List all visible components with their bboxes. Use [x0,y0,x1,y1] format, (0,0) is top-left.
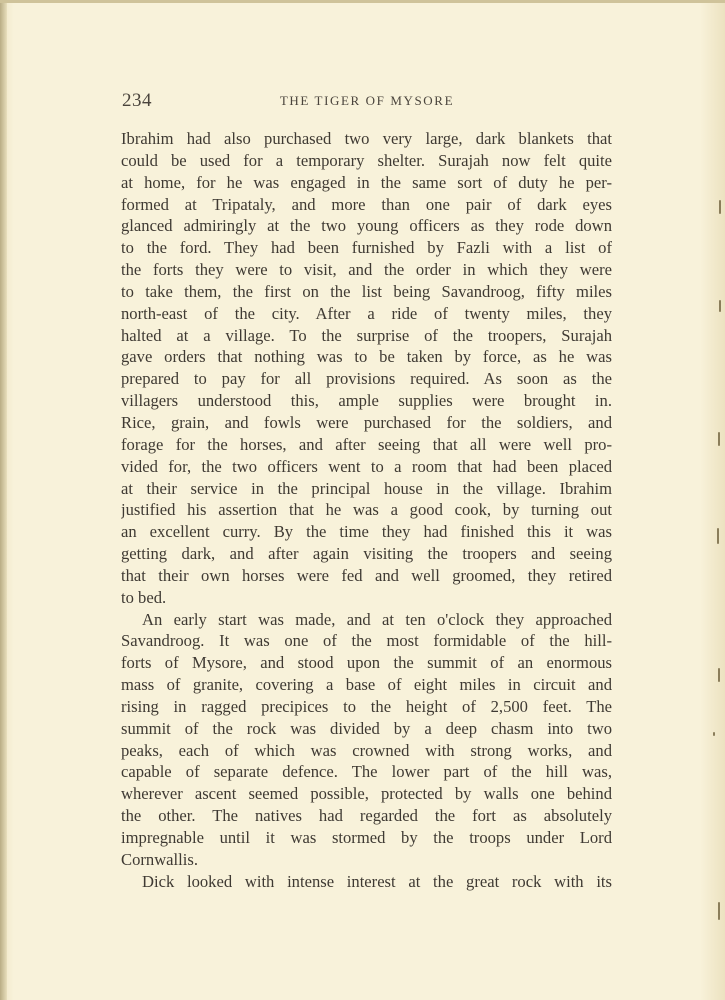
text-line: An early start was made, and at ten o'clock they approached [142,609,612,629]
text-line: an excellent curry. By the time they had finished this it was [121,522,612,542]
text-line: getting dark, and after again visiting the troopers and seeing [121,544,612,564]
text-line: vided for, the two officers went to a room that had been placed [121,456,612,476]
text-line: formed at Tripataly, and more than one pair of dark eyes [121,194,612,214]
text-line: the other. The natives had regarded the fort as absolutely [121,806,612,826]
body-text [121,128,612,893]
page-binding-edge [0,0,7,1000]
margin-speck [719,200,721,214]
running-title: THE TIGER OF MYSORE [279,93,455,108]
text-line: halted at a village. To the surprise of the troopers, Surajah [121,325,612,345]
margin-speck [718,668,720,682]
text-line: wherever ascent seemed possible, protected by walls one behind [121,784,612,804]
text-line: to take them, the first on the list being Savandroog, fifty miles [121,281,612,301]
text-line: impregnable until it was stormed by the troops under Lord [121,828,612,847]
margin-speck [719,300,721,312]
text-line: at their service in the principal house in the village. Ibrahim [121,478,612,498]
text-line: Savandroog. It was one of the most formidable of the hill- [121,631,612,651]
text-line: rising in ragged precipices to the height of 2,500 feet. The [121,696,612,716]
text-line: capable of separate defence. The lower part of the hill was, [121,762,612,782]
text-line: Dick looked with intense interest at the great rock with its [142,871,612,891]
text-line: the forts they were to visit, and the order in which they were [121,260,612,280]
text-line: summit of the rock was divided by a deep chasm into two [121,718,612,738]
text-line: mass of granite, covering a base of eight miles in circuit and [121,675,612,695]
text-line: at home, for he was engaged in the same sort of duty he per- [121,172,612,192]
text-line: gave orders that nothing was to be taken by force, as he was [121,347,612,367]
page-top-edge [0,0,725,3]
page-number: 234 [122,90,152,111]
text-line: Rice, grain, and fowls were purchased for the soldiers, and [121,412,612,432]
text-line: justified his assertion that he was a good cook, by turning out [121,500,612,520]
text-line: to bed. [121,587,167,607]
text-line: that their own horses were fed and well groomed, they retired [121,565,612,585]
text-line: to the ford. They had been furnished by Fazli with a list of [121,238,612,258]
running-head [122,90,612,114]
text-line: forage for the horses, and after seeing that all were well pro- [121,434,612,454]
text-line: forts of Mysore, and stood upon the summit of an enormous [121,653,612,673]
text-line: villagers understood this, ample supplies were brought in. [121,391,612,411]
text-line: Cornwallis. [121,849,198,869]
text-line: Ibrahim had also purchased two very large, dark blankets that [121,129,612,148]
margin-speck [717,528,719,544]
text-line: peaks, each of which was crowned with strong works, and [121,740,612,760]
text-line: could be used for a temporary shelter. Surajah now felt quite [121,150,612,170]
margin-speck [718,432,720,446]
text-line: north-east of the city. After a ride of twenty miles, they [121,303,612,323]
margin-speck [718,902,720,920]
text-line: prepared to pay for all provisions required. As soon as the [121,369,612,389]
text-line: glanced admiringly at the two young officers as they rode down [121,216,612,236]
margin-speck [713,732,715,736]
